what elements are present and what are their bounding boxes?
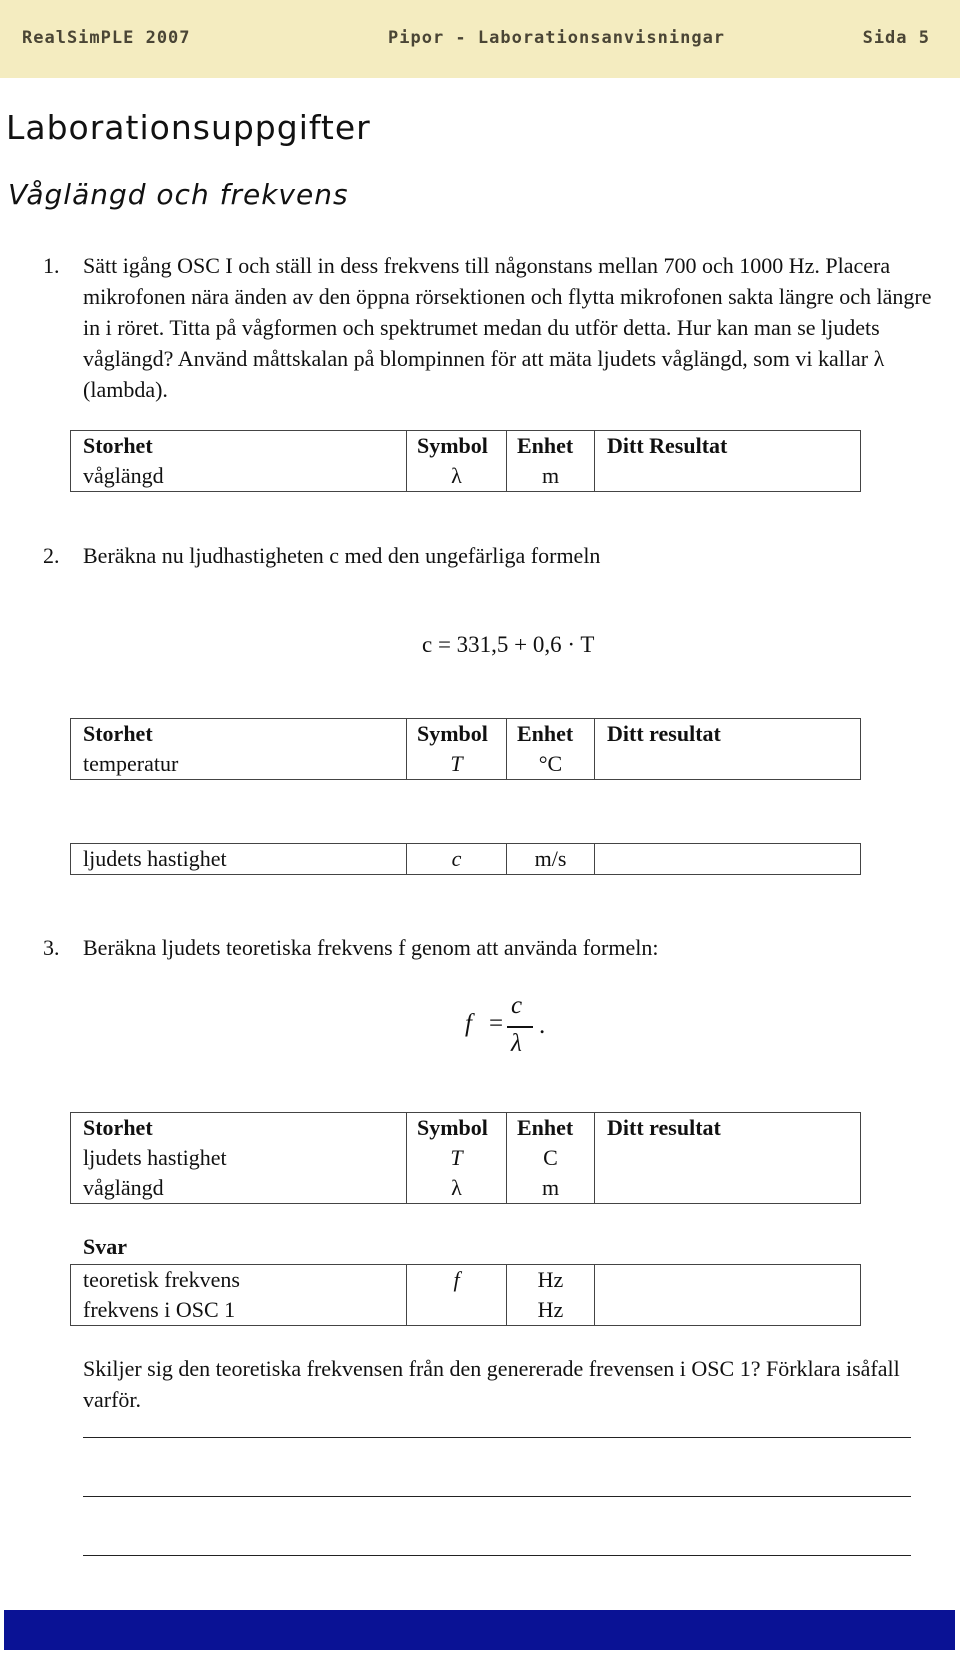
cell-unit: Hz xyxy=(507,1295,595,1326)
header-title: Pipor - Laborationsanvisningar xyxy=(388,28,726,48)
table-row xyxy=(71,844,861,875)
table-answer xyxy=(70,1264,861,1326)
answer-line[interactable] xyxy=(83,1496,911,1497)
task-3-number: 3. xyxy=(43,935,60,960)
cell-unit: m xyxy=(507,1173,595,1204)
table-header-row xyxy=(71,719,861,750)
page-footer-bar xyxy=(4,1610,955,1650)
formula-numerator: c xyxy=(511,992,523,1019)
task-2-number: 2. xyxy=(43,543,60,568)
cell-result[interactable] xyxy=(595,1143,861,1173)
table-row xyxy=(71,749,861,780)
answer-label: Svar xyxy=(83,1234,127,1259)
table-header-row xyxy=(71,431,861,462)
header-symbol: Symbol xyxy=(407,719,507,750)
table-header-row xyxy=(71,1113,861,1144)
cell-result[interactable] xyxy=(595,1295,861,1326)
cell-quantity: temperatur xyxy=(71,749,407,780)
discussion-question: Skiljer sig den teoretiska frekvensen från den genererade frevensen i OSC 1? Förklara isåfall varför. xyxy=(83,1356,900,1412)
cell-result[interactable] xyxy=(595,1173,861,1204)
answer-line[interactable] xyxy=(83,1555,911,1556)
cell-symbol: λ xyxy=(407,461,507,492)
formula-period: . xyxy=(539,1012,546,1039)
header-unit: Enhet xyxy=(507,719,595,750)
header-symbol: Symbol xyxy=(407,431,507,462)
header-quantity: Storhet xyxy=(71,1113,407,1144)
cell-unit: C xyxy=(507,1143,595,1173)
cell-quantity: ljudets hastighet xyxy=(71,1143,407,1173)
cell-symbol: λ xyxy=(407,1173,507,1204)
formula-equals: = xyxy=(489,1010,504,1037)
table-frequency-inputs xyxy=(70,1112,861,1204)
cell-symbol xyxy=(407,1295,507,1326)
table-temperature xyxy=(70,718,861,780)
speed-formula: c = 331,5 + 0,6 · T xyxy=(422,632,595,657)
cell-unit: °C xyxy=(507,749,595,780)
task-3-text: Beräkna ljudets teoretiska frekvens f genom att använda formeln: xyxy=(83,935,659,960)
table-row xyxy=(71,1265,861,1296)
cell-symbol: T xyxy=(407,1143,507,1173)
task-1-number: 1. xyxy=(43,253,60,278)
page-title: Laborationsuppgifter xyxy=(6,108,371,147)
table-row xyxy=(71,461,861,492)
table-row xyxy=(71,1143,861,1173)
cell-quantity: teoretisk frekvens xyxy=(71,1265,407,1296)
answer-line[interactable] xyxy=(83,1437,911,1438)
header-course: RealSimPLE 2007 xyxy=(22,28,191,48)
cell-result[interactable] xyxy=(595,844,861,875)
cell-result[interactable] xyxy=(595,461,861,492)
frequency-formula xyxy=(465,992,585,1070)
page-header xyxy=(0,0,960,78)
header-result: Ditt Resultat xyxy=(595,431,861,462)
cell-quantity: våglängd xyxy=(71,461,407,492)
cell-symbol: T xyxy=(407,749,507,780)
fraction-bar xyxy=(507,1026,533,1028)
section-subtitle: Våglängd och frekvens xyxy=(8,178,349,211)
cell-quantity: frekvens i OSC 1 xyxy=(71,1295,407,1326)
cell-symbol: c xyxy=(407,844,507,875)
task-2-text: Beräkna nu ljudhastigheten c med den ungefärliga formeln xyxy=(83,543,601,568)
header-result: Ditt resultat xyxy=(595,719,861,750)
header-quantity: Storhet xyxy=(71,719,407,750)
header-unit: Enhet xyxy=(507,1113,595,1144)
header-symbol: Symbol xyxy=(407,1113,507,1144)
table-speed xyxy=(70,843,861,875)
cell-unit: Hz xyxy=(507,1265,595,1296)
table-wavelength xyxy=(70,430,861,492)
formula-lhs: f xyxy=(465,1010,472,1037)
cell-quantity: ljudets hastighet xyxy=(71,844,407,875)
header-unit: Enhet xyxy=(507,431,595,462)
header-page-number: Sida 5 xyxy=(862,28,930,48)
cell-result[interactable] xyxy=(595,1265,861,1296)
formula-denominator: λ xyxy=(511,1030,522,1057)
cell-unit: m xyxy=(507,461,595,492)
cell-unit: m/s xyxy=(507,844,595,875)
cell-quantity: våglängd xyxy=(71,1173,407,1204)
header-quantity: Storhet xyxy=(71,431,407,462)
table-row xyxy=(71,1173,861,1204)
task-1-text: Sätt igång OSC I och ställ in dess frekvens till någonstans mellan 700 och 1000 Hz. Placera mikrofonen nära änden av den öppna rörsektionen och flytta mikrofonen sakta längre och längre in i röret. Titta på vågformen och spektrumet medan du utför detta. Hur kan man se ljudets våglängd? Använd måttskalan på blompinnen för att mäta ljudets våglängd, som vi kallar λ (lambda). xyxy=(83,253,932,402)
header-result: Ditt resultat xyxy=(595,1113,861,1144)
cell-result[interactable] xyxy=(595,749,861,780)
cell-symbol: f xyxy=(407,1265,507,1296)
table-row xyxy=(71,1295,861,1326)
